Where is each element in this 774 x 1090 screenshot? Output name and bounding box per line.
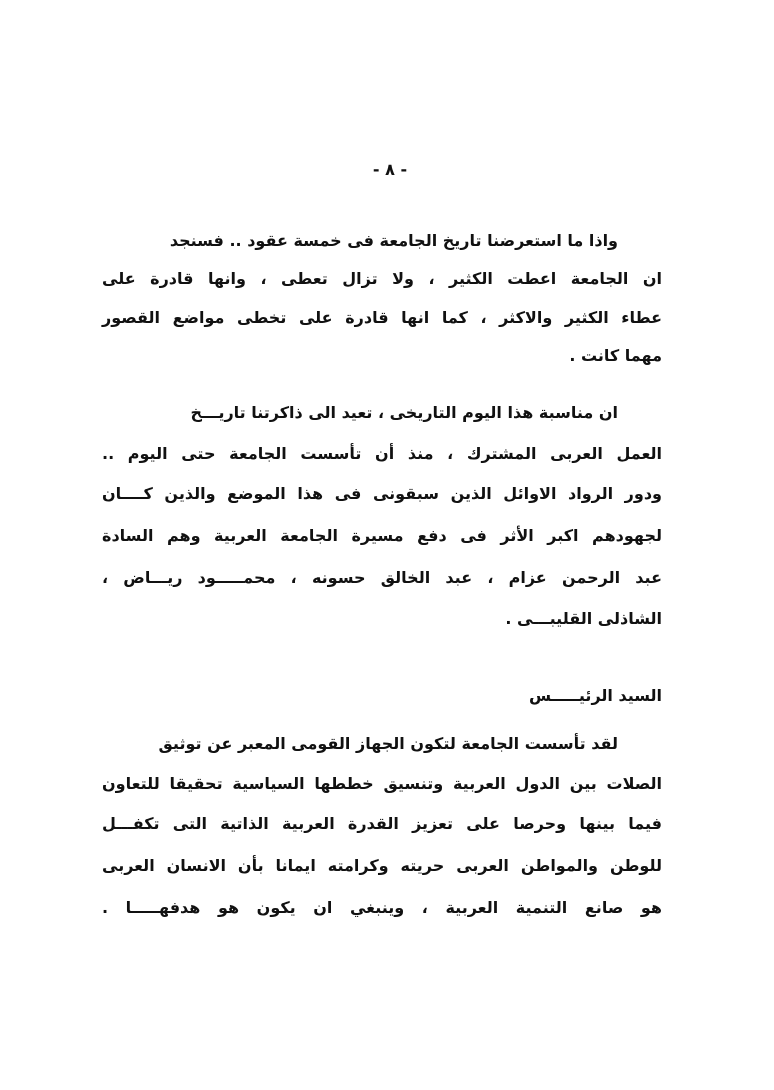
page-number: - ٨ - xyxy=(372,160,408,179)
text-line: لقد تأسست الجامعة لتكون الجهاز القومى المعبر عن توثيق xyxy=(158,734,618,753)
text-line: الشاذلى القليبـــى . xyxy=(505,609,662,628)
text-line: هو صانع التنمية العربية ، وينبغي ان يكون هو هدفهـــــا . xyxy=(102,898,662,917)
text-line: للوطن والمواطن العربى حريته وكرامته ايمانا بأن الانسان العربى xyxy=(102,856,662,875)
text-line: فيما بينها وحرصا على تعزيز القدرة العربية الذاتية التى تكفـــل xyxy=(102,814,662,833)
text-line: العمل العربى المشترك ، منذ أن تأسست الجامعة حتى اليوم .. xyxy=(102,444,662,463)
text-line: مهما كانت . xyxy=(569,346,662,365)
text-line: واذا ما استعرضنا تاريخ الجامعة فى خمسة عقود .. فسنجد xyxy=(169,231,618,250)
text-line: ان الجامعة اعطت الكثير ، ولا تزال تعطى ، وانها قادرة على xyxy=(102,269,662,288)
text-line: لجهودهم اكبر الأثر فى دفع مسيرة الجامعة العربية وهم السادة xyxy=(102,526,662,545)
text-line: ودور الرواد الاوائل الذين سبقونى فى هذا الموضع والذين كــــان xyxy=(102,484,662,503)
text-line: الصلات بين الدول العربية وتنسيق خططها السياسية تحقيقا للتعاون xyxy=(102,774,662,793)
text-line: عطاء الكثير والاكثر ، كما انها قادرة على تخطى مواضع القصور xyxy=(102,308,662,327)
section-heading: السيد الرئيـــــس xyxy=(528,686,662,705)
text-line: ان مناسبة هذا اليوم التاريخى ، تعيد الى ذاكرتنا تاريـــخ xyxy=(190,403,618,422)
text-line: عبد الرحمن عزام ، عبد الخالق حسونه ، محمـــــود ريـــاض ، xyxy=(102,568,662,587)
